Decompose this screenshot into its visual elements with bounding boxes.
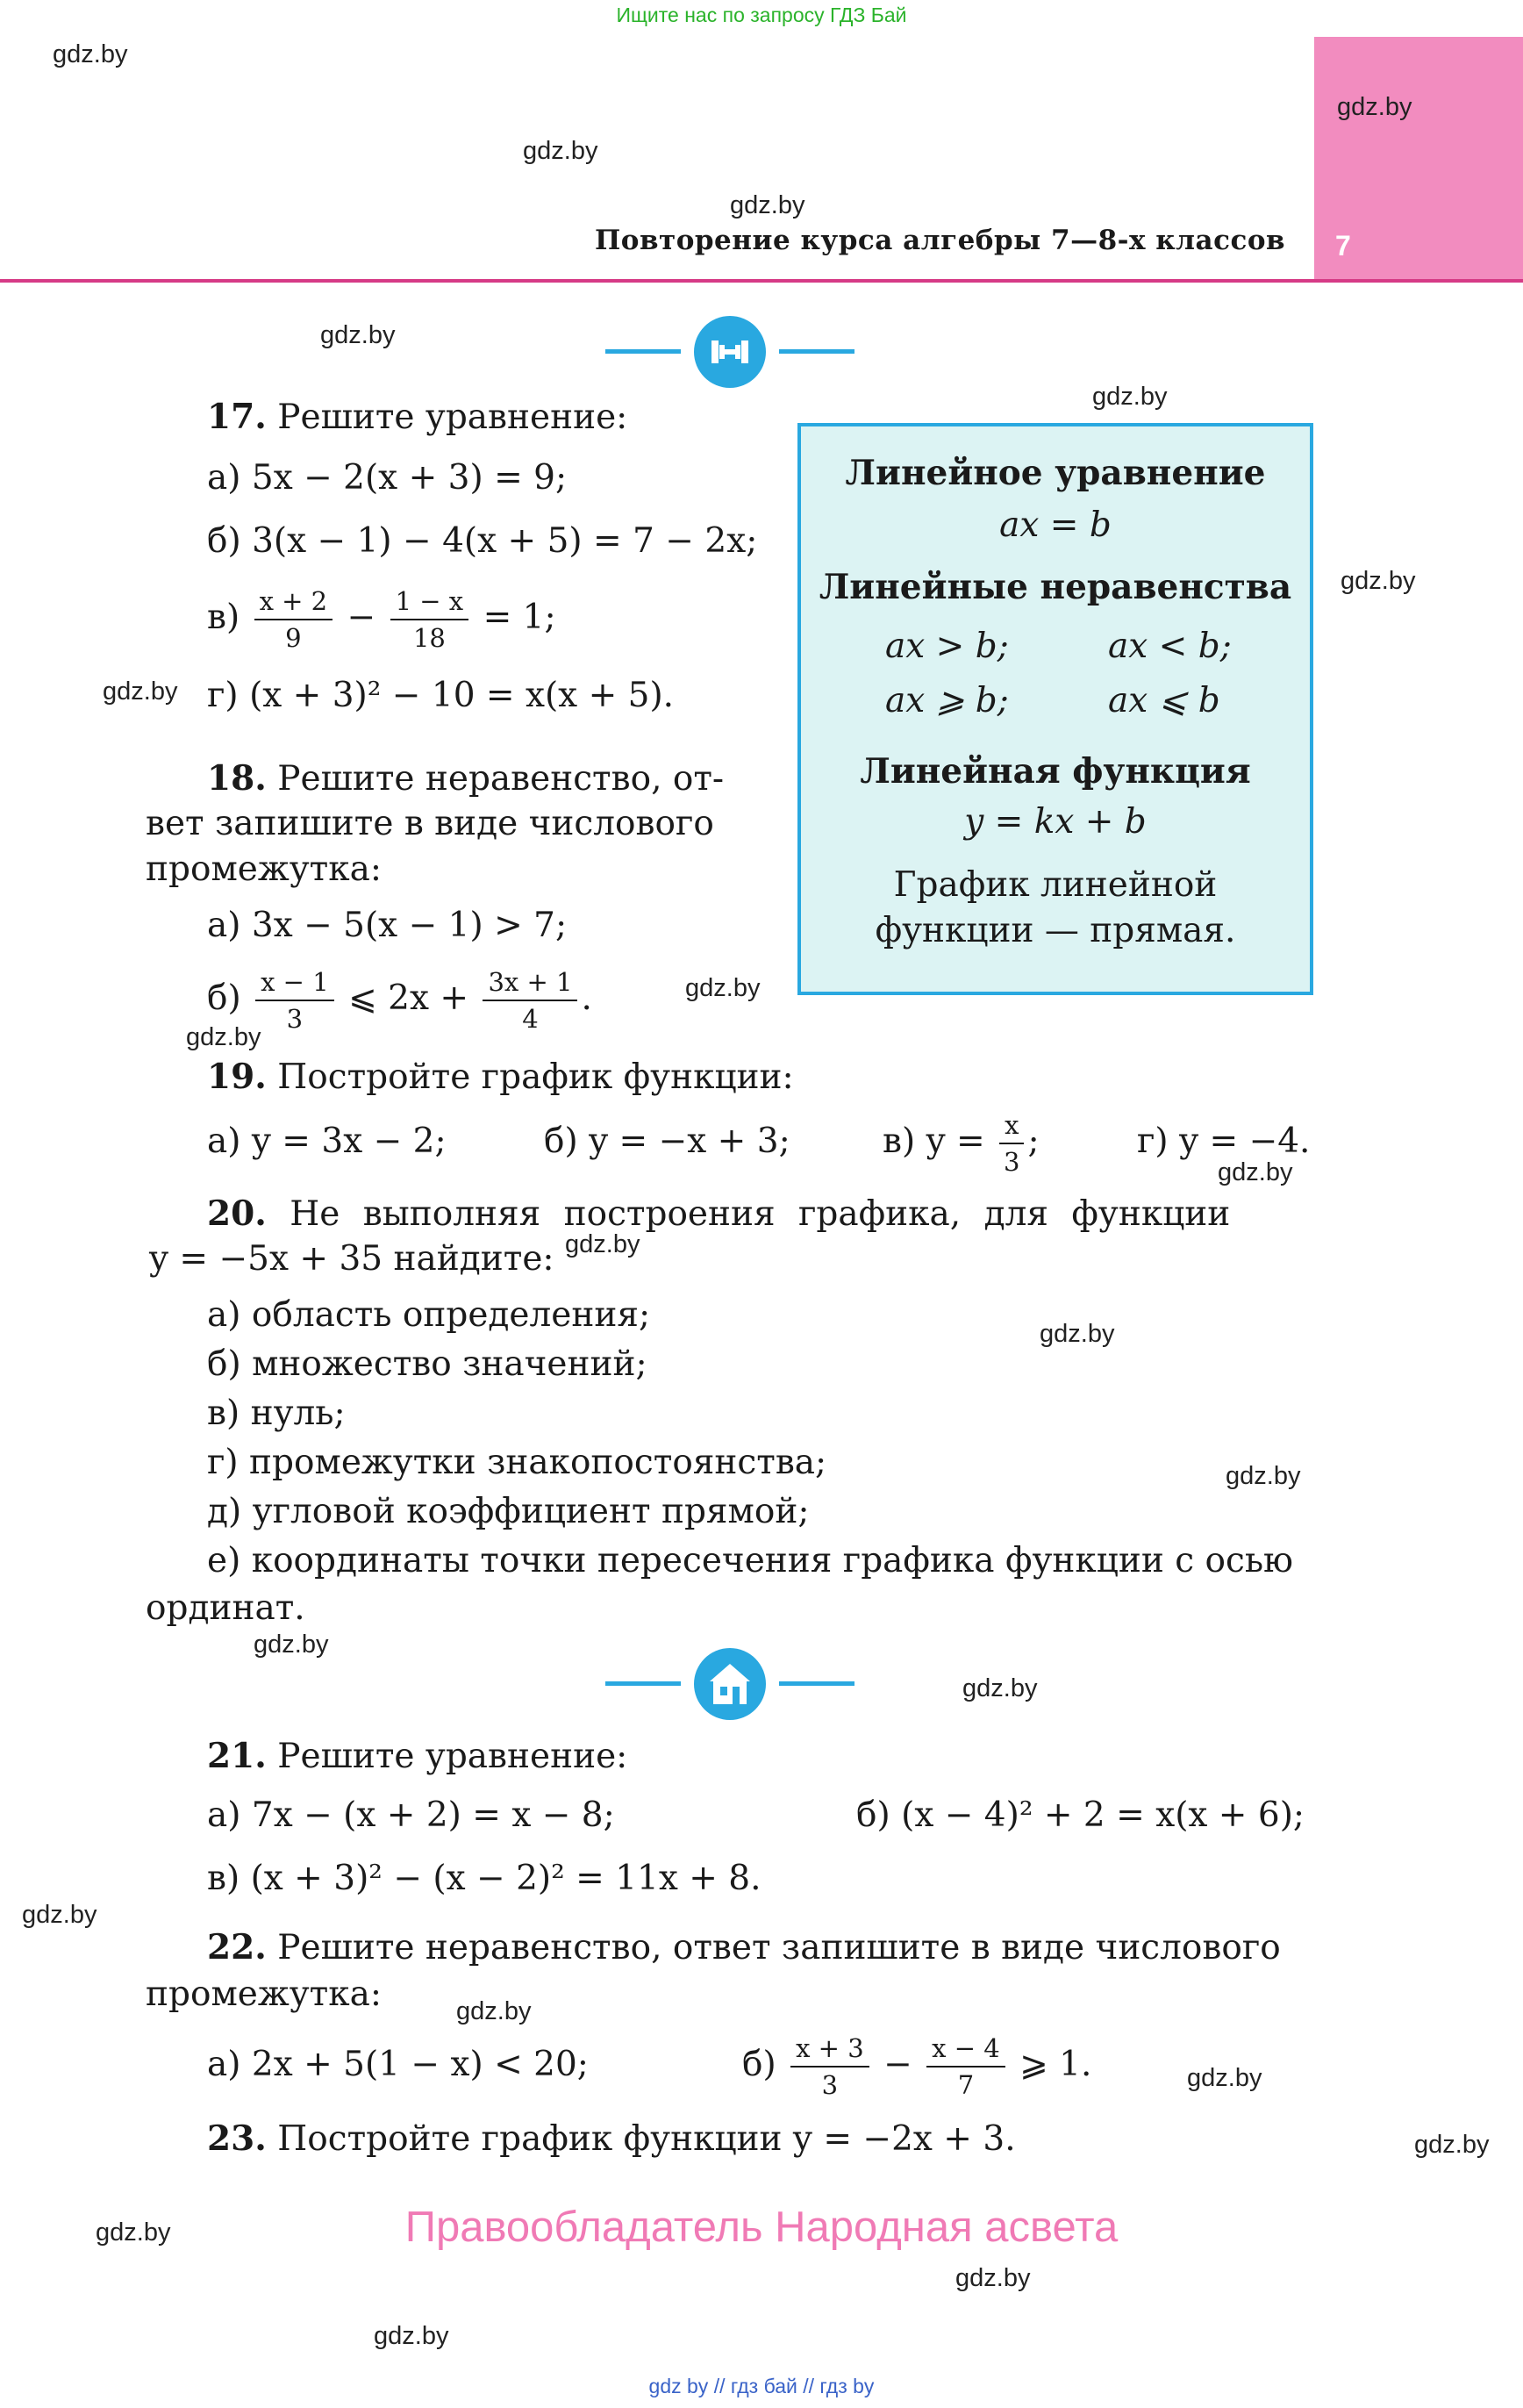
watermark: gdz.by: [1040, 1320, 1115, 1348]
problem-21v: в) (x + 3)² − (x − 2)² = 11x + 8.: [207, 1859, 762, 1898]
page-number: 7: [1335, 230, 1351, 262]
section-divider-right: [779, 1681, 854, 1686]
watermark: gdz.by: [523, 137, 598, 165]
problem-17-heading: 17. Решите уравнение:: [207, 397, 628, 437]
section-divider-left: [605, 1681, 681, 1686]
problem-18-line2: вет запишите в виде числового: [146, 804, 714, 843]
info-inequality: ax < b;: [1108, 627, 1232, 666]
problem-20-item: г) промежутки знакопостоянства;: [207, 1443, 827, 1482]
watermark: gdz.by: [962, 1674, 1038, 1702]
info-formula-function: y = kx + b: [964, 802, 1147, 842]
chapter-title: Повторение курса алгебры 7—8-х классов: [595, 225, 1286, 256]
problem-20-item-cont: ординат.: [146, 1588, 305, 1628]
info-text: функции — прямая.: [875, 911, 1236, 950]
info-heading-linear-inequalities: Линейные неравенства: [819, 567, 1292, 607]
fraction: $\frac{x - 1}{3}$: [255, 966, 334, 1035]
watermark: gdz.by: [730, 191, 805, 219]
info-heading-linear-function: Линейная функция: [860, 751, 1251, 792]
watermark: gdz.by: [685, 974, 761, 1002]
top-banner: Ищите нас по запросу ГДЗ Бай: [616, 4, 907, 26]
problem-19g: г) y = −4.: [1137, 1122, 1311, 1161]
watermark: gdz.by: [1337, 93, 1412, 121]
section-divider-left: [605, 349, 681, 354]
info-text: График линейной: [893, 865, 1218, 905]
copyright-notice: Правообладатель Народная асвета: [404, 2204, 1119, 2251]
problem-20-item: е) координаты точки пересечения графика функции с осью: [207, 1541, 1294, 1580]
problem-20-item: а) область определения;: [207, 1295, 651, 1335]
watermark: gdz.by: [565, 1230, 640, 1258]
section-divider-right: [779, 349, 854, 354]
watermark: gdz.by: [96, 2218, 171, 2247]
fraction: $\frac{x - 4}{7}$: [926, 2032, 1005, 2101]
problem-17v: в) $\frac{x + 2}{9}$ − $\frac{1 - x}{18}$ = 1;: [207, 586, 556, 653]
header-rule: [0, 279, 1523, 283]
dumbbell-icon: [694, 316, 766, 388]
watermark: gdz.by: [456, 1997, 532, 2025]
problem-21b: б) (x − 4)² + 2 = x(x + 6);: [856, 1795, 1305, 1835]
problem-19b: б) y = −x + 3;: [544, 1122, 790, 1161]
info-formula-equation: ax = b: [999, 505, 1112, 545]
watermark: gdz.by: [955, 2264, 1031, 2292]
problem-22-line2: промежутка:: [146, 1974, 383, 2014]
problem-20-line2: y = −5x + 35 найдите:: [149, 1239, 554, 1279]
footer-links[interactable]: gdz by // гдз бай // гдз by: [648, 2375, 875, 2397]
problem-17b: б) 3(x − 1) − 4(x + 5) = 7 − 2x;: [207, 521, 758, 561]
problem-19v: в) y = $\frac{x}{3}$ ;: [883, 1110, 1040, 1177]
problem-23: 23. Постройте график функции y = −2x + 3.: [207, 2118, 1016, 2159]
watermark: gdz.by: [374, 2322, 449, 2350]
info-inequality: ax > b;: [885, 627, 1009, 666]
problem-22a: а) 2x + 5(1 − x) < 20;: [207, 2045, 589, 2084]
watermark: gdz.by: [1092, 383, 1168, 411]
watermark: gdz.by: [22, 1901, 97, 1929]
problem-22b: б) $\frac{x + 3}{3}$ − $\frac{x - 4}{7}$ ⩾ 1.: [742, 2033, 1092, 2100]
problem-20-item: б) множество значений;: [207, 1344, 647, 1384]
problem-19a: а) y = 3x − 2;: [207, 1122, 447, 1161]
fraction: $\frac{x}{3}$: [999, 1109, 1024, 1178]
problem-18a: а) 3x − 5(x − 1) > 7;: [207, 906, 568, 945]
watermark: gdz.by: [1414, 2131, 1490, 2159]
info-inequality: ax ⩾ b;: [885, 681, 1009, 720]
fraction: $\frac{x + 3}{3}$: [790, 2032, 869, 2101]
problem-20-item: в) нуль;: [207, 1394, 346, 1433]
info-box: [797, 423, 1313, 995]
watermark: gdz.by: [254, 1630, 329, 1659]
fraction: $\frac{3x + 1}{4}$: [483, 966, 577, 1035]
problem-21a: а) 7x − (x + 2) = x − 8;: [207, 1795, 615, 1835]
problem-22-line1: 22. Решите неравенство, ответ запишите в виде числового: [207, 1927, 1281, 1967]
fraction: $\frac{x + 2}{9}$: [254, 585, 333, 654]
watermark: gdz.by: [1218, 1158, 1293, 1186]
watermark: gdz.by: [320, 321, 396, 349]
watermark: gdz.by: [1226, 1462, 1301, 1490]
problem-17a: а) 5x − 2(x + 3) = 9;: [207, 458, 568, 498]
watermark: gdz.by: [186, 1023, 261, 1051]
house-icon: [694, 1648, 766, 1720]
problem-17g: г) (x + 3)² − 10 = x(x + 5).: [207, 676, 675, 715]
watermark: gdz.by: [103, 677, 178, 706]
info-inequality: ax ⩽ b: [1108, 681, 1220, 720]
problem-19-heading: 19. Постройте график функции:: [207, 1057, 794, 1097]
info-heading-linear-equation: Линейное уравнение: [845, 453, 1266, 493]
watermark: gdz.by: [1187, 2064, 1262, 2092]
fraction: $\frac{1 - x}{18}$: [390, 585, 469, 654]
problem-18-line1: 18. Решите неравенство, от-: [207, 758, 725, 799]
watermark: gdz.by: [53, 40, 128, 68]
problem-20-line1: 20. Не выполняя построения графика, для функции: [207, 1193, 1231, 1234]
problem-20-item: д) угловой коэффициент прямой;: [207, 1492, 810, 1531]
watermark: gdz.by: [1341, 567, 1416, 595]
problem-18-line3: промежутка:: [146, 849, 383, 889]
problem-21-heading: 21. Решите уравнение:: [207, 1736, 628, 1776]
problem-18b: б) $\frac{x - 1}{3}$ ⩽ 2x + $\frac{3x + 1}{4}$ .: [207, 967, 592, 1034]
